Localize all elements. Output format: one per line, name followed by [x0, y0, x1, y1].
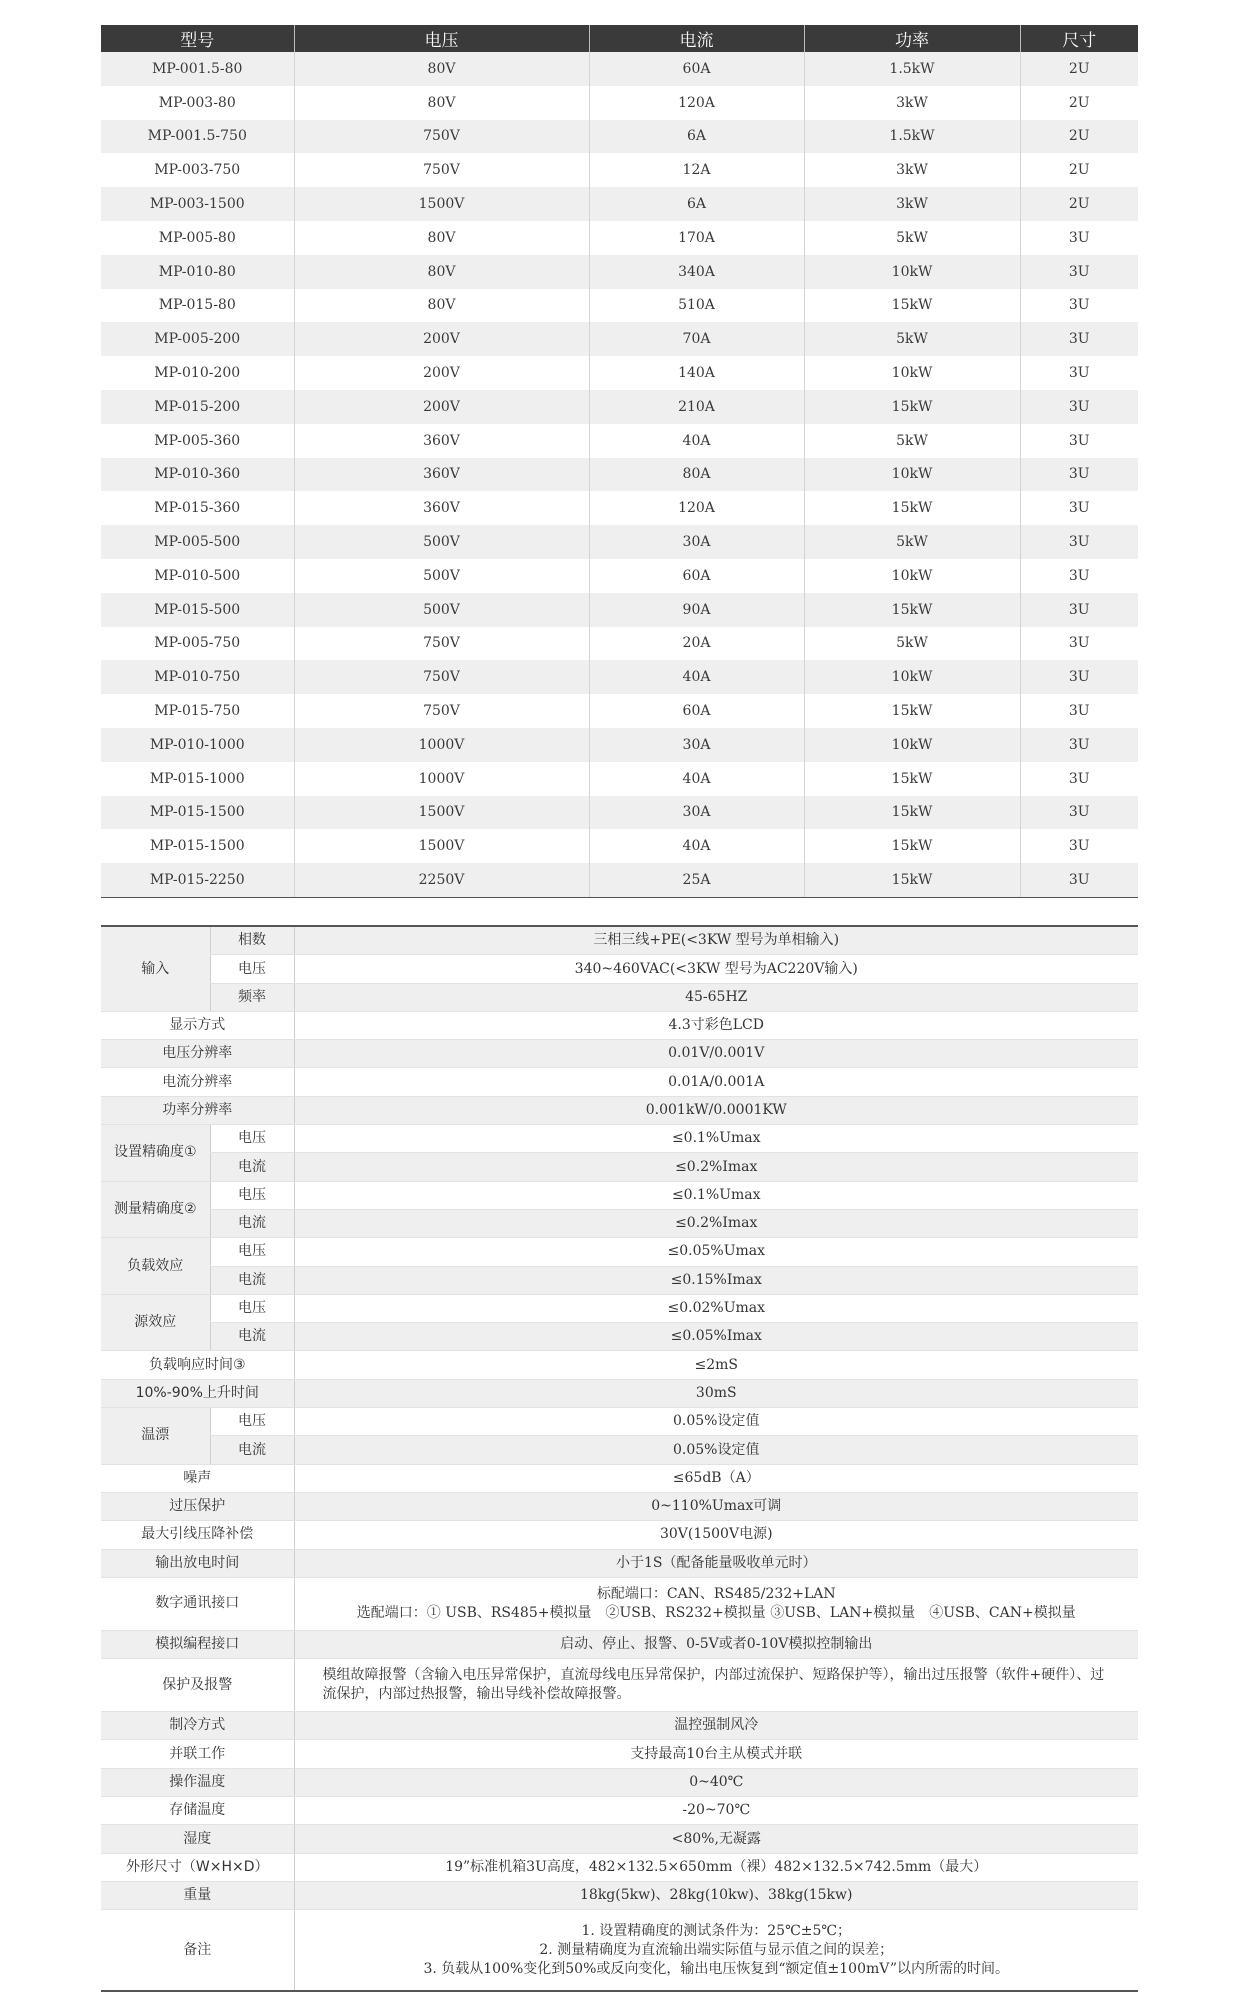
table-row [101, 153, 1138, 187]
spec-row [101, 983, 1138, 1011]
spec-value: -20~70℃ [294, 1797, 1138, 1825]
table-cell: 40A [589, 829, 804, 863]
spec-row [101, 1549, 1138, 1577]
table-cell: MP-015-1500 [101, 796, 294, 830]
table-row [101, 221, 1138, 255]
spec-row [101, 1881, 1138, 1909]
table-cell: 3U [1020, 694, 1138, 728]
table-cell: 510A [589, 289, 804, 323]
spec-sub-label: 电压 [210, 1238, 294, 1266]
table-row [101, 559, 1138, 593]
spec-value: 0~110%Umax可调 [294, 1492, 1138, 1520]
spec-value: 支持最高10台主从模式并联 [294, 1740, 1138, 1768]
table-row [101, 120, 1138, 154]
table-row [101, 627, 1138, 661]
table-row [101, 390, 1138, 424]
table-cell: MP-010-750 [101, 660, 294, 694]
spec-value-line: 3. 负载从100%变化到50%或反向变化，输出电压恢复到“额定值±100mV”以内所需的时间。 [423, 1960, 1010, 1977]
spec-label: 10%-90%上升时间 [101, 1379, 294, 1407]
table-cell: 70A [589, 322, 804, 356]
table-row [101, 762, 1138, 796]
table-cell: 6A [589, 187, 804, 221]
table-cell: 5kW [804, 627, 1020, 661]
spec-row [101, 1125, 1138, 1153]
spec-value: 模组故障报警（含输入电压异常保护，直流母线电压异常保护，内部过流保护、短路保护等），输出过压报警（软件+硬件）、过流保护，内部过热报警，输出导线补偿故障报警。 [294, 1659, 1138, 1712]
spec-row [101, 1436, 1138, 1464]
spec-row [101, 1040, 1138, 1068]
spec-label: 模拟编程接口 [101, 1630, 294, 1658]
spec-value-line: 1. 设置精确度的测试条件为：25℃±5℃； [581, 1922, 852, 1939]
table-cell: 360V [294, 458, 589, 492]
table-cell: 200V [294, 390, 589, 424]
spec-value: 4.3寸彩色LCD [294, 1011, 1138, 1039]
spec-label: 操作温度 [101, 1768, 294, 1796]
spec-sub-label: 电压 [210, 1181, 294, 1209]
spec-value: ≤0.1%Umax [294, 1181, 1138, 1209]
table-cell: 3kW [804, 153, 1020, 187]
spec-row [101, 1379, 1138, 1407]
spec-row [101, 1630, 1138, 1658]
spec-row [101, 1266, 1138, 1294]
spec-label: 外形尺寸（W×H×D） [101, 1853, 294, 1881]
table-cell: 10kW [804, 660, 1020, 694]
spec-value: ≤0.2%Imax [294, 1209, 1138, 1237]
table-cell: 15kW [804, 796, 1020, 830]
table-cell: 210A [589, 390, 804, 424]
spec-value: 三相三线+PE(<3KW 型号为单相输入) [294, 926, 1138, 955]
model-table [101, 25, 1138, 898]
spec-label: 存储温度 [101, 1797, 294, 1825]
table-cell: 750V [294, 153, 589, 187]
table-cell: 5kW [804, 322, 1020, 356]
column-header: 型号 [101, 25, 294, 52]
table-cell: MP-010-360 [101, 458, 294, 492]
table-cell: 6A [589, 120, 804, 154]
table-cell: MP-015-80 [101, 289, 294, 323]
spec-row [101, 955, 1138, 983]
table-row [101, 863, 1138, 897]
table-cell: MP-003-1500 [101, 187, 294, 221]
table-cell: 500V [294, 525, 589, 559]
spec-label: 备注 [101, 1910, 294, 1992]
table-cell: 3U [1020, 863, 1138, 897]
table-cell: 80V [294, 289, 589, 323]
table-row [101, 593, 1138, 627]
table-cell: MP-015-1500 [101, 829, 294, 863]
spec-value: <80%,无凝露 [294, 1825, 1138, 1853]
spec-label: 负载响应时间③ [101, 1351, 294, 1379]
table-cell: 1000V [294, 728, 589, 762]
spec-sub-label: 电压 [210, 1294, 294, 1322]
table-cell: MP-010-80 [101, 255, 294, 289]
table-cell: 80A [589, 458, 804, 492]
table-cell: 3U [1020, 356, 1138, 390]
table-cell: 40A [589, 660, 804, 694]
table-cell: 3U [1020, 593, 1138, 627]
table-cell: MP-003-750 [101, 153, 294, 187]
table-cell: 80V [294, 52, 589, 86]
column-header: 功率 [804, 25, 1020, 52]
table-cell: 2U [1020, 120, 1138, 154]
table-cell: 140A [589, 356, 804, 390]
table-cell: 10kW [804, 559, 1020, 593]
table-cell: 120A [589, 491, 804, 525]
spec-row [101, 1068, 1138, 1096]
table-cell: MP-005-80 [101, 221, 294, 255]
spec-value: 340~460VAC(<3KW 型号为AC220V输入) [294, 955, 1138, 983]
table-row [101, 356, 1138, 390]
table-cell: 2U [1020, 187, 1138, 221]
spec-table [101, 925, 1138, 1992]
spec-value: 30V(1500V电源) [294, 1521, 1138, 1549]
table-cell: 60A [589, 52, 804, 86]
spec-group-label: 温漂 [101, 1408, 210, 1465]
spec-sub-label: 电流 [210, 1153, 294, 1181]
table-cell: 15kW [804, 863, 1020, 897]
table-row [101, 52, 1138, 86]
table-cell: 1500V [294, 796, 589, 830]
table-cell: 360V [294, 491, 589, 525]
table-cell: 90A [589, 593, 804, 627]
table-cell: MP-015-360 [101, 491, 294, 525]
spec-value: ≤2mS [294, 1351, 1138, 1379]
spec-group-label: 源效应 [101, 1294, 210, 1351]
table-cell: 3U [1020, 289, 1138, 323]
table-cell: 3U [1020, 796, 1138, 830]
table-cell: 3U [1020, 559, 1138, 593]
spec-value: 0.05%设定值 [294, 1436, 1138, 1464]
table-cell: 20A [589, 627, 804, 661]
spec-row [101, 1181, 1138, 1209]
spec-label: 功率分辨率 [101, 1096, 294, 1124]
table-cell: 2U [1020, 86, 1138, 120]
table-cell: 80V [294, 221, 589, 255]
spec-row [101, 1323, 1138, 1351]
spec-value [294, 1577, 1138, 1630]
spec-label: 并联工作 [101, 1740, 294, 1768]
spec-sub-label: 频率 [210, 983, 294, 1011]
table-cell: MP-015-2250 [101, 863, 294, 897]
spec-value: ≤0.05%Umax [294, 1238, 1138, 1266]
spec-value: ≤0.05%Imax [294, 1323, 1138, 1351]
table-cell: 15kW [804, 762, 1020, 796]
spec-group-label: 测量精确度② [101, 1181, 210, 1238]
table-row [101, 86, 1138, 120]
table-cell: 3U [1020, 762, 1138, 796]
spec-row [101, 1096, 1138, 1124]
table-cell: 1000V [294, 762, 589, 796]
spec-value: 18kg(5kw)、28kg(10kw)、38kg(15kw) [294, 1881, 1138, 1909]
spec-row [101, 1521, 1138, 1549]
spec-row [101, 1577, 1138, 1630]
spec-label: 最大引线压降补偿 [101, 1521, 294, 1549]
spec-row [101, 1797, 1138, 1825]
table-cell: 2U [1020, 52, 1138, 86]
spec-value: 启动、停止、报警、0-5V或者0-10V模拟控制输出 [294, 1630, 1138, 1658]
spec-value: ≤0.15%Imax [294, 1266, 1138, 1294]
table-cell: 3U [1020, 491, 1138, 525]
spec-label: 输出放电时间 [101, 1549, 294, 1577]
spec-row [101, 1464, 1138, 1492]
table-cell: 3U [1020, 829, 1138, 863]
table-cell: 500V [294, 593, 589, 627]
table-cell: 1.5kW [804, 52, 1020, 86]
table-row [101, 322, 1138, 356]
spec-label: 重量 [101, 1881, 294, 1909]
spec-row [101, 1294, 1138, 1322]
spec-value: 温控强制风冷 [294, 1712, 1138, 1740]
spec-value: 0.05%设定值 [294, 1408, 1138, 1436]
table-cell: 30A [589, 796, 804, 830]
table-cell: 3kW [804, 187, 1020, 221]
spec-sub-label: 电压 [210, 1125, 294, 1153]
table-cell: 10kW [804, 356, 1020, 390]
spec-row [101, 1408, 1138, 1436]
spec-row [101, 1351, 1138, 1379]
spec-value-line: 标配端口：CAN、RS485/232+LAN [596, 1585, 836, 1602]
spec-row [101, 1712, 1138, 1740]
table-cell: 30A [589, 525, 804, 559]
spec-row [101, 1740, 1138, 1768]
spec-value: ≤0.02%Umax [294, 1294, 1138, 1322]
table-cell: 10kW [804, 728, 1020, 762]
spec-sub-label: 电流 [210, 1266, 294, 1294]
table-cell: MP-005-500 [101, 525, 294, 559]
spec-value [294, 1910, 1138, 1992]
column-header: 尺寸 [1020, 25, 1138, 52]
table-cell: 15kW [804, 593, 1020, 627]
table-cell: 3U [1020, 660, 1138, 694]
spec-row [101, 1768, 1138, 1796]
table-row [101, 796, 1138, 830]
table-cell: 2U [1020, 153, 1138, 187]
spec-value: 19”标准机箱3U高度，482×132.5×650mm（裸）482×132.5×742.5mm（最大） [294, 1853, 1138, 1881]
table-cell: 1.5kW [804, 120, 1020, 154]
spec-row [101, 1853, 1138, 1881]
table-cell: 80V [294, 86, 589, 120]
spec-row [101, 1825, 1138, 1853]
spec-label: 制冷方式 [101, 1712, 294, 1740]
table-row [101, 289, 1138, 323]
table-cell: 15kW [804, 289, 1020, 323]
table-cell: MP-015-200 [101, 390, 294, 424]
table-cell: 10kW [804, 255, 1020, 289]
spec-value: 0.01V/0.001V [294, 1040, 1138, 1068]
spec-value: 小于1S（配备能量吸收单元时） [294, 1549, 1138, 1577]
table-cell: 500V [294, 559, 589, 593]
spec-row [101, 926, 1138, 955]
table-row [101, 728, 1138, 762]
table-row [101, 829, 1138, 863]
table-cell: 5kW [804, 525, 1020, 559]
spec-sub-label: 电流 [210, 1436, 294, 1464]
spec-label: 保护及报警 [101, 1659, 294, 1712]
table-cell: MP-001.5-80 [101, 52, 294, 86]
table-cell: 5kW [804, 424, 1020, 458]
spec-value: 30mS [294, 1379, 1138, 1407]
spec-row [101, 1238, 1138, 1266]
spec-row [101, 1011, 1138, 1039]
table-cell: 3U [1020, 458, 1138, 492]
spec-value: 0~40℃ [294, 1768, 1138, 1796]
table-cell: MP-003-80 [101, 86, 294, 120]
table-cell: 3U [1020, 424, 1138, 458]
spec-value: ≤65dB（A） [294, 1464, 1138, 1492]
table-cell: MP-010-500 [101, 559, 294, 593]
table-cell: 1500V [294, 829, 589, 863]
spec-sub-label: 相数 [210, 926, 294, 955]
spec-group-label: 输入 [101, 926, 210, 1011]
table-row [101, 491, 1138, 525]
table-cell: 1500V [294, 187, 589, 221]
spec-sub-label: 电流 [210, 1209, 294, 1237]
table-cell: 340A [589, 255, 804, 289]
spec-label: 电流分辨率 [101, 1068, 294, 1096]
spec-value: ≤0.1%Umax [294, 1125, 1138, 1153]
table-cell: 15kW [804, 390, 1020, 424]
table-cell: 170A [589, 221, 804, 255]
spec-value: ≤0.2%Imax [294, 1153, 1138, 1181]
spec-value-line: 2. 测量精确度为直流输出端实际值与显示值之间的误差； [539, 1941, 894, 1958]
table-cell: MP-001.5-750 [101, 120, 294, 154]
table-cell: 3U [1020, 322, 1138, 356]
spec-row [101, 1910, 1138, 1992]
spec-sub-label: 电压 [210, 1408, 294, 1436]
model-table-header [101, 25, 1138, 52]
table-cell: MP-010-200 [101, 356, 294, 390]
spec-label: 过压保护 [101, 1492, 294, 1520]
table-cell: MP-005-200 [101, 322, 294, 356]
table-cell: 750V [294, 694, 589, 728]
spec-label: 数字通讯接口 [101, 1577, 294, 1630]
spec-value: 0.001kW/0.0001KW [294, 1096, 1138, 1124]
table-cell: 3U [1020, 255, 1138, 289]
spec-row [101, 1659, 1138, 1712]
spec-value-line: 选配端口：① USB、RS485+模拟量 ②USB、RS232+模拟量 ③USB、LAN+模拟量 ④USB、CAN+模拟量 [356, 1604, 1076, 1621]
table-cell: 80V [294, 255, 589, 289]
table-cell: 750V [294, 120, 589, 154]
table-cell: 30A [589, 728, 804, 762]
table-cell: MP-015-500 [101, 593, 294, 627]
table-cell: 3U [1020, 221, 1138, 255]
spec-row [101, 1492, 1138, 1520]
table-cell: 200V [294, 322, 589, 356]
table-cell: MP-015-1000 [101, 762, 294, 796]
column-header: 电流 [589, 25, 804, 52]
table-row [101, 525, 1138, 559]
table-cell: MP-005-750 [101, 627, 294, 661]
table-cell: 2250V [294, 863, 589, 897]
table-cell: 40A [589, 424, 804, 458]
table-cell: 15kW [804, 829, 1020, 863]
table-cell: 5kW [804, 221, 1020, 255]
table-cell: 3U [1020, 525, 1138, 559]
column-header: 电压 [294, 25, 589, 52]
table-row [101, 424, 1138, 458]
table-cell: 360V [294, 424, 589, 458]
table-cell: 3U [1020, 627, 1138, 661]
table-row [101, 458, 1138, 492]
table-cell: MP-005-360 [101, 424, 294, 458]
spec-label: 显示方式 [101, 1011, 294, 1039]
table-cell: 25A [589, 863, 804, 897]
table-cell: 15kW [804, 491, 1020, 525]
spec-label: 噪声 [101, 1464, 294, 1492]
spec-row [101, 1153, 1138, 1181]
table-row [101, 694, 1138, 728]
table-cell: 60A [589, 559, 804, 593]
table-cell: 3U [1020, 390, 1138, 424]
spec-value: 45-65HZ [294, 983, 1138, 1011]
table-cell: MP-010-1000 [101, 728, 294, 762]
spec-group-label: 负载效应 [101, 1238, 210, 1295]
table-cell: 12A [589, 153, 804, 187]
table-cell: 3kW [804, 86, 1020, 120]
table-row [101, 660, 1138, 694]
table-cell: 120A [589, 86, 804, 120]
table-row [101, 187, 1138, 221]
spec-sub-label: 电压 [210, 955, 294, 983]
spec-value: 0.01A/0.001A [294, 1068, 1138, 1096]
table-cell: 60A [589, 694, 804, 728]
spec-row [101, 1209, 1138, 1237]
table-cell: 750V [294, 660, 589, 694]
table-cell: 40A [589, 762, 804, 796]
spec-sub-label: 电流 [210, 1323, 294, 1351]
spec-label: 湿度 [101, 1825, 294, 1853]
spec-label: 电压分辨率 [101, 1040, 294, 1068]
spec-group-label: 设置精确度① [101, 1125, 210, 1182]
table-row [101, 255, 1138, 289]
table-cell: 3U [1020, 728, 1138, 762]
table-cell: 15kW [804, 694, 1020, 728]
table-cell: 10kW [804, 458, 1020, 492]
table-cell: 750V [294, 627, 589, 661]
table-cell: 200V [294, 356, 589, 390]
table-cell: MP-015-750 [101, 694, 294, 728]
